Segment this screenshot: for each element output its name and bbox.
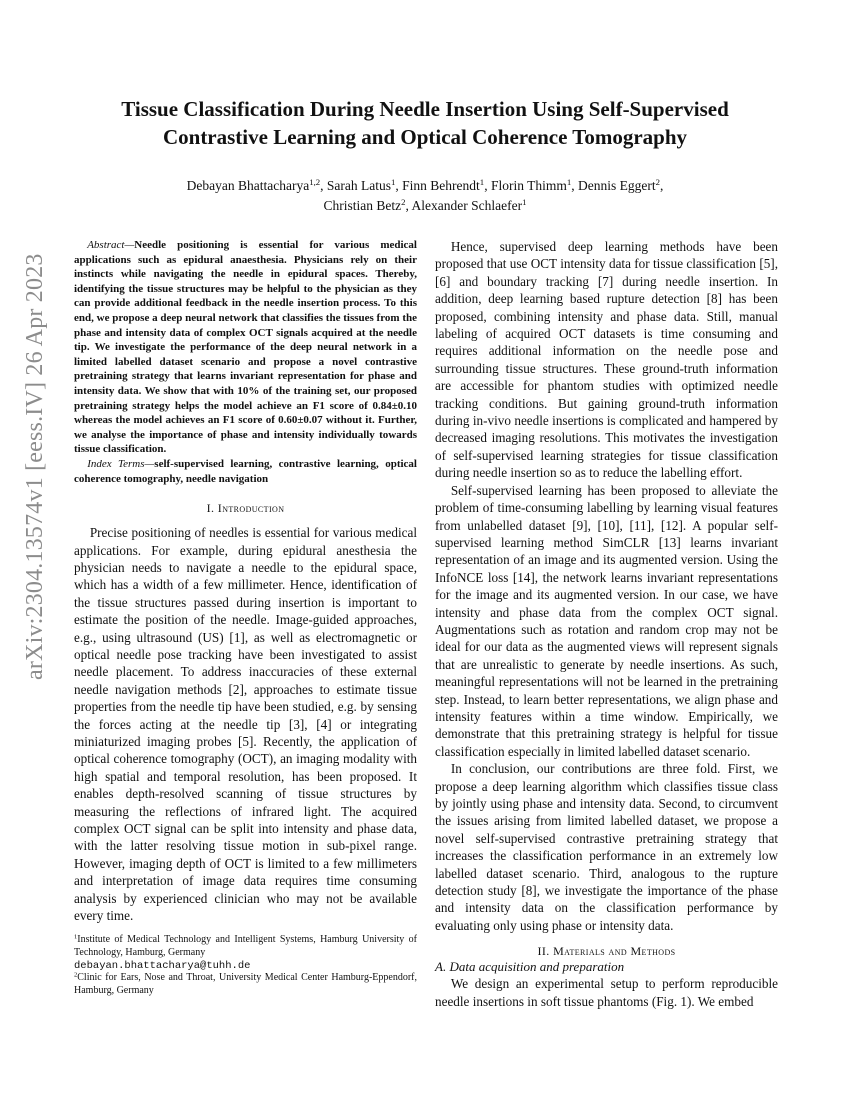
left-column <box>74 238 417 997</box>
abstract-label: Abstract <box>87 239 125 251</box>
author-list <box>70 176 780 216</box>
title-line-2: Contrastive Learning and Optical Coherence Tomography <box>162 125 688 149</box>
author-affiliation: 1 <box>522 197 527 208</box>
footnotes <box>74 934 417 997</box>
author-affiliation: 1 <box>566 177 572 188</box>
intro-paragraph-3: Self-supervised learning has been proposed to alleviate the problem of time-consuming labelling by learning visual features from unlabelled dataset [9], [10], [11], [12]. A popular self-supervised learning method SimCLR [13] learns invariant representation of an image and its augmented version. Using the InfoNCE loss [14], the network learns invariant representations for the image and its augmented version. In our case, we have intensity and phase data from the complex OCT signal. Augmentations such as rotation and random crop may not be ideal for our data as the augmented views will represent signals that are unrealistic to generate by needle insertions. As such, meaningful representations will not be learned in the pretraining step. Instead, to learn better representations, we align phase and intensity features within a time window. Empirically, we demonstrate that this pretraining strategy is helpful for tissue classification especially in limited labelled dataset scenario. <box>435 482 778 759</box>
section-heading-introduction: I. Introduction <box>206 501 285 516</box>
footnote-1-text: Institute of Medical Technology and Intelligent Systems, Hamburg University of Technology, Hamburg, Germany <box>74 934 417 959</box>
section-heading-materials-methods: II. Materials and Methods <box>537 944 676 959</box>
abstract-dash: — <box>124 239 135 251</box>
title-line-1: Tissue Classification During Needle Insertion Using Self-Supervised <box>121 97 729 121</box>
index-terms-label: Index Terms <box>87 457 145 470</box>
author-name: Dennis Eggert <box>577 178 656 193</box>
index-terms <box>74 457 417 486</box>
author-affiliation: 1,2 <box>309 177 321 188</box>
methods-paragraph-1: We design an experimental setup to perform reproducible needle insertions in soft tissue phantoms (Fig. 1). We embed <box>435 976 778 1009</box>
author-affiliation: 2 <box>655 177 660 188</box>
arxiv-identifier-stamp: arXiv:2304.13574v1 [eess.IV] 26 Apr 2023 <box>22 253 48 680</box>
author-affiliation: 1 <box>391 177 396 188</box>
author-name: Christian Betz <box>323 198 402 213</box>
footnote-2-mark: 2 <box>74 971 78 979</box>
footnote-2 <box>74 972 417 997</box>
author-name: Florin Thimm <box>490 178 567 193</box>
footnote-1 <box>74 934 417 972</box>
author-separator: , <box>320 178 327 193</box>
subsection-heading-data-acquisition: A. Data acquisition and preparation <box>435 959 625 975</box>
footnote-1-mark: 1 <box>74 933 78 941</box>
author-name: Alexander Schlaefer <box>411 198 523 213</box>
author-separator: , <box>571 178 578 193</box>
index-terms-text: self-supervised learning, contrastive learning, optical coherence tomography, needle navigation <box>74 457 417 485</box>
author-separator: , <box>395 178 403 193</box>
footnote-2-text: Clinic for Ears, Nose and Throat, University Medical Center Hamburg-Eppendorf, Hamburg, Germany <box>74 972 417 996</box>
author-separator: , <box>659 178 664 193</box>
author-name: Debayan Bhattacharya <box>186 178 310 193</box>
author-name: Finn Behrendt <box>402 178 480 193</box>
index-terms-dash: — <box>144 457 155 470</box>
right-column <box>435 238 778 1010</box>
abstract-text: Needle positioning is essential for various medical applications such as epidural anaesthesia. Physicians rely on their instincts while navigating the needle in epidural spaces. Thereby, identifying the tissue structures may be helpful to the physician as they can provide additional feedback in the needle insertion process. To this end, we propose a deep neural network that classifies the tissues from the phase and intensity data of complex OCT signals acquired at the needle tip. We investigate the performance of the deep neural network in a limited labelled dataset scenario and propose a novel contrastive pretraining strategy that learns invariant representation for phase and intensity data. We show that with 10% of the training set, our proposed pretraining strategy helps the model achieve an F1 score of 0.84±0.10 whereas the model achieves an F1 score of 0.60±0.07 without it. Further, we analyse the importance of phase and intensity individually towards tissue classification. <box>74 239 417 456</box>
author-name: Sarah Latus <box>326 178 392 193</box>
paper-title <box>70 95 780 151</box>
author-affiliation: 1 <box>479 177 485 188</box>
intro-paragraph-1: Precise positioning of needles is essential for various medical applications. For example, during epidural anesthesia the physician needs to navigate a needle to the epidural space, which has a width of a few millimeter. Hence, identification of the tissue structures passed during insertion is important to estimate the position of the needle. Image-guided approaches, e.g., using ultrasound (US) [1], as well as electromagnetic or optical needle pose tracking have been investigated to assist needle placement. To address inaccuracies of these external needle navigation methods [2], approaches to estimate tissue properties from the needle tip have been studied, e.g. by sensing the forces acting at the needle tip [3], [4] or integrating miniaturized imaging probes [5]. Recently, the application of optical coherence tomography (OCT), an imaging modality with high spatial and temporal resolution, has been proposed. It enables depth-resolved scanning of tissue structures by measuring the reflections of infrared light. The acquired complex OCT signal can be split into intensity and phase data, with the latter resolving tissue motion in sub-pixel range. However, imaging depth of OCT is limited to a few millimeters and interpretation of image data requires time consuming analysis by experienced clinician who may not be available every time. <box>74 525 417 924</box>
author-line-1 <box>70 176 780 196</box>
intro-paragraph-2: Hence, supervised deep learning methods have been proposed that use OCT intensity data for tissue classification [5], [6] and boundary tracking [7] during needle insertion. In addition, deep learning based rupture detection [8] has been proposed, combining intensity and phase data. Still, manual labeling of acquired OCT datasets is time consuming and requires additional information on the needle pose and surrounding tissue structures. These ground-truth information are accessible for phantom studies with optimized needle tracking conditions. But gaining ground-truth information during in-vivo needle insertions is complicated and hampered by decreased imaging resolutions. This motivates the investigation of self-supervised learning strategies for tissue classification during needle insertion so as to reduce the labelling effort. <box>435 239 778 481</box>
intro-paragraph-4: In conclusion, our contributions are three fold. First, we propose a deep learning algorithm which classifies tissue class by jointly using phase and intensity data. Second, to circumvent the issues arising from limited labelled dataset, we propose a novel self-supervised contrastive pretraining strategy that increases the classification performance in an extremely low labelled dataset scenario. Third, analogous to the rupture detection study [8], we investigate the importance of the phase and intensity data on the classification performance by evaluating only using phase or intensity data. <box>435 761 778 933</box>
author-email: debayan.bhattacharya@tuhh.de <box>74 959 251 972</box>
abstract <box>74 238 417 457</box>
author-affiliation: 2 <box>401 197 406 208</box>
author-line-2 <box>70 196 780 216</box>
author-separator: , <box>405 198 412 213</box>
author-separator: , <box>484 178 491 193</box>
